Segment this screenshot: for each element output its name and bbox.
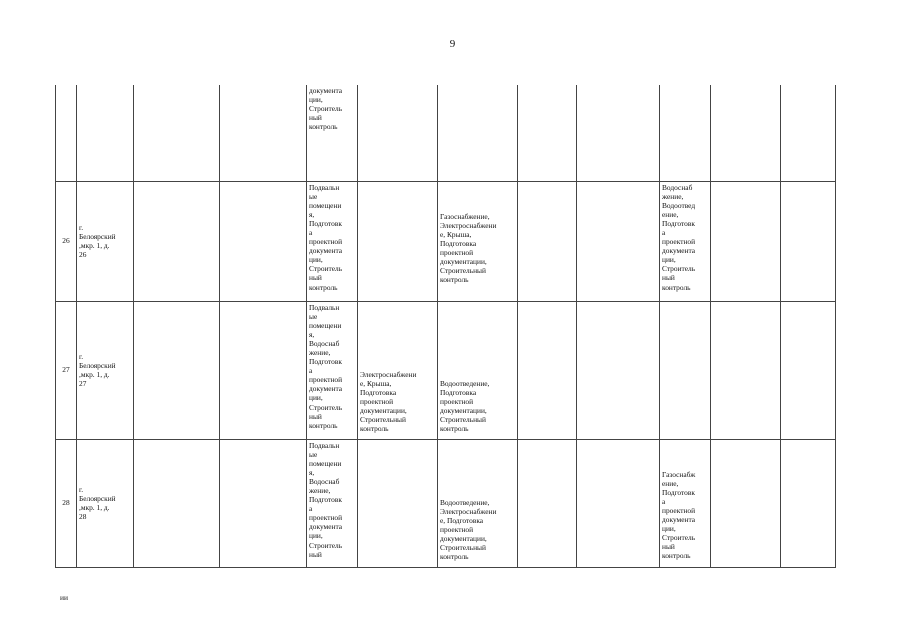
works-cell: Подвальн ые помещени я, Водоснаб жение, Подготовк а проектной документа ции, Строитель ный — [307, 439, 358, 567]
table-row — [56, 439, 836, 567]
footer-mark: ии — [60, 593, 69, 602]
works-cell — [358, 439, 438, 567]
table-cell — [781, 439, 836, 567]
works-cell — [660, 301, 711, 439]
table-row — [56, 85, 836, 181]
address-cell: г. Белоярский ,мкр. 1, д. 28 — [77, 439, 134, 567]
table-cell — [220, 85, 307, 181]
works-cell: Водоотведение, Электроснабжени е, Подготовка проектной документации, Строительный контроль — [438, 439, 518, 567]
table-cell — [134, 301, 220, 439]
works-cell: Газоснабжение, Электроснабжени е, Крыша, Подготовка проектной документации, Строительный контроль — [438, 181, 518, 301]
table-cell — [711, 301, 781, 439]
table-cell — [711, 439, 781, 567]
works-cell: Газоснабж ение, Подготовк а проектной документа ции, Строитель ный контроль — [660, 439, 711, 567]
row-number — [56, 85, 77, 181]
row-number: 28 — [56, 439, 77, 567]
table-cell — [577, 181, 660, 301]
table-cell — [781, 85, 836, 181]
works-cell: Подвальн ые помещени я, Водоснаб жение, Подготовк а проектной документа ции, Строитель ный контроль — [307, 301, 358, 439]
table-row — [56, 181, 836, 301]
address-cell — [77, 85, 134, 181]
table-cell — [220, 181, 307, 301]
table-cell — [518, 301, 577, 439]
works-cell: Электроснабжени е, Крыша, Подготовка проектной документации, Строительный контроль — [358, 301, 438, 439]
table-cell — [220, 301, 307, 439]
table-cell — [220, 439, 307, 567]
table-cell — [134, 181, 220, 301]
address-cell: г. Белоярский ,мкр. 1, д. 27 — [77, 301, 134, 439]
table-cell — [577, 301, 660, 439]
works-cell — [358, 181, 438, 301]
table-cell — [518, 181, 577, 301]
row-number: 27 — [56, 301, 77, 439]
table-cell — [711, 181, 781, 301]
table-row — [56, 301, 836, 439]
address-cell: г. Белоярский ,мкр. 1, д. 26 — [77, 181, 134, 301]
table-cell — [711, 85, 781, 181]
table-cell — [134, 85, 220, 181]
row-number: 26 — [56, 181, 77, 301]
table-cell — [134, 439, 220, 567]
works-cell: Водоснаб жение, Водоотвед ение, Подготовк а проектной документа ции, Строитель ный контроль — [660, 181, 711, 301]
table-cell — [781, 181, 836, 301]
works-cell: документа ции, Строитель ный контроль — [307, 85, 358, 181]
works-cell — [358, 85, 438, 181]
table-cell — [781, 301, 836, 439]
works-cell: Водоотведение, Подготовка проектной документации, Строительный контроль — [438, 301, 518, 439]
works-cell — [438, 85, 518, 181]
works-cell: Подвальн ые помещени я, Подготовк а проектной документа ции, Строитель ный контроль — [307, 181, 358, 301]
table-cell — [577, 85, 660, 181]
page-number: 9 — [449, 38, 456, 50]
works-cell — [660, 85, 711, 181]
table-cell — [577, 439, 660, 567]
capital-repair-table — [55, 85, 836, 568]
table-cell — [518, 85, 577, 181]
table-cell — [518, 439, 577, 567]
